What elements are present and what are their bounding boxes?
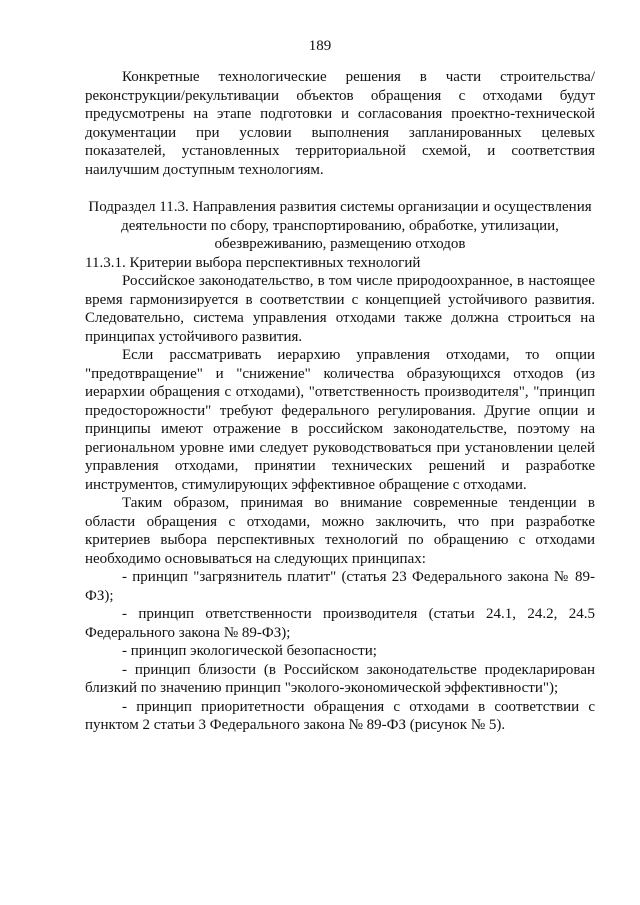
principle-list-item: - принцип "загрязнитель платит" (статья 23 Федерального закона № 89-ФЗ); (85, 569, 595, 604)
principle-list-item: - принцип экологической безопасности; (122, 643, 377, 659)
paragraph: Российское законодательство, в том числе природоохранное, в настоящее время гармонизируется в соответствии с концепцией устойчивого развития. Следовательно, система управления отходами также должна строиться на принципах устойчивого развития. (85, 273, 595, 345)
intro-paragraph: Конкретные технологические решения в части строительства/реконструкции/рекультивации объектов обращения с отходами будут предусмотрены на этапе подготовки и согласования проектно-технической документации при условии выполнения запланированных целевых показателей, установленных территориальной схемой, и соответствия наилучшим доступным технологиям. (85, 69, 595, 178)
page-number: 189 (308, 38, 332, 54)
principle-list-item: - принцип приоритетности обращения с отходами в соответствии с пунктом 2 статьи 3 Федерального закона № 89-ФЗ (рисунок № 5). (85, 698, 595, 733)
clause-title: 11.3.1. Критерии выбора перспективных технологий (85, 254, 421, 271)
principle-list-item: - принцип ответственности производителя (статьи 24.1, 24.2, 24.5 Федерального закона № 89-ФЗ); (85, 606, 595, 641)
principle-list-item: - принцип близости (в Российском законодательстве продекларирован близкий по значению принцип "эколого-экономической эффективности"); (85, 661, 595, 696)
paragraph: Если рассматривать иерархию управления отходами, то опции "предотвращение" и "снижение" количества образующихся отходов (из иерархии обращения с отходами), "ответственность производителя", "принцип предосторожности" требуют федерального регулирования. Другие опции и принципы имеют отражение в российском законодательстве, поэтому на региональном уровне ими следует руководствоваться при установлении целей управления отходами, принятии технических решений и разработке инструментов, стимулирующих эффективное обращение с отходами. (85, 347, 595, 493)
paragraph: Таким образом, принимая во внимание современные тенденции в области обращения с отходами, можно заключить, что при разработке критериев выбора перспективных технологий по обращению с отходами необходимо основываться на следующих принципах: (85, 495, 595, 567)
document-body (85, 68, 595, 735)
subsection-title: Подраздел 11.3. Направления развития системы организации и осуществления деятельности по сбору, транспортированию, обработке, утилизации, обезвреживанию, размещению отходов (88, 199, 592, 252)
